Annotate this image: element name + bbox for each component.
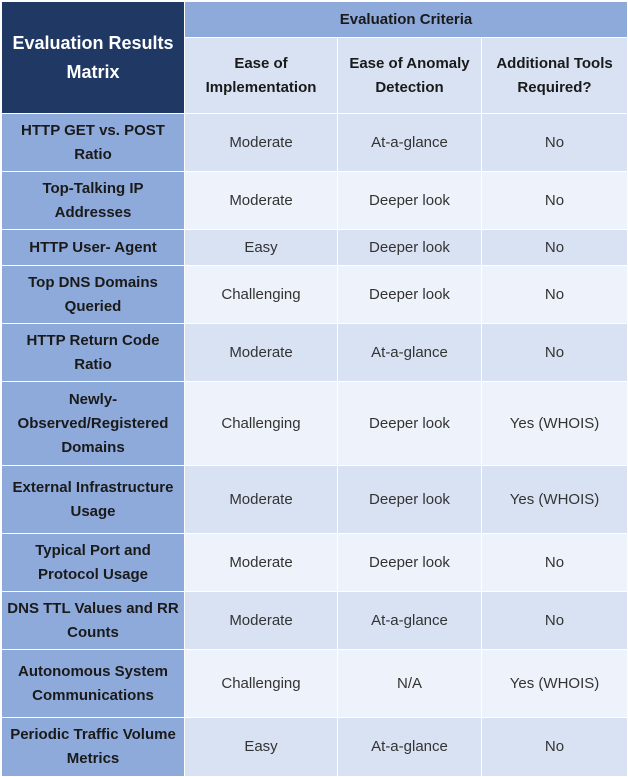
implementation-cell: Moderate xyxy=(185,534,338,592)
tools-cell: Yes (WHOIS) xyxy=(482,382,628,466)
row-label: External Infrastructure Usage xyxy=(2,466,185,534)
column-header-detection: Ease of Anomaly Detection xyxy=(338,38,482,114)
table-row xyxy=(2,466,628,534)
table-row xyxy=(2,230,628,266)
row-label: Top DNS Domains Queried xyxy=(2,266,185,324)
matrix-title: Evaluation Results Matrix xyxy=(2,2,185,114)
detection-cell: At-a-glance xyxy=(338,324,482,382)
tools-cell: Yes (WHOIS) xyxy=(482,650,628,718)
row-label: HTTP Return Code Ratio xyxy=(2,324,185,382)
row-label: Periodic Traffic Volume Metrics xyxy=(2,718,185,777)
table-row xyxy=(2,324,628,382)
implementation-cell: Easy xyxy=(185,718,338,777)
detection-cell: At-a-glance xyxy=(338,114,482,172)
row-label: HTTP User- Agent xyxy=(2,230,185,266)
column-header-tools: Additional Tools Required? xyxy=(482,38,628,114)
row-label: Newly-Observed/Registered Domains xyxy=(2,382,185,466)
evaluation-results-matrix xyxy=(1,1,628,777)
tools-cell: No xyxy=(482,172,628,230)
table-row xyxy=(2,718,628,777)
row-label: HTTP GET vs. POST Ratio xyxy=(2,114,185,172)
implementation-cell: Challenging xyxy=(185,382,338,466)
detection-cell: Deeper look xyxy=(338,382,482,466)
table-row xyxy=(2,266,628,324)
detection-cell: Deeper look xyxy=(338,534,482,592)
table-row xyxy=(2,114,628,172)
criteria-header: Evaluation Criteria xyxy=(185,2,628,38)
table-row xyxy=(2,592,628,650)
tools-cell: No xyxy=(482,534,628,592)
tools-cell: No xyxy=(482,592,628,650)
implementation-cell: Easy xyxy=(185,230,338,266)
table-row xyxy=(2,172,628,230)
implementation-cell: Challenging xyxy=(185,650,338,718)
detection-cell: Deeper look xyxy=(338,266,482,324)
tools-cell: No xyxy=(482,718,628,777)
detection-cell: Deeper look xyxy=(338,230,482,266)
tools-cell: Yes (WHOIS) xyxy=(482,466,628,534)
implementation-cell: Challenging xyxy=(185,266,338,324)
table-row xyxy=(2,382,628,466)
table-row xyxy=(2,650,628,718)
tools-cell: No xyxy=(482,114,628,172)
implementation-cell: Moderate xyxy=(185,592,338,650)
implementation-cell: Moderate xyxy=(185,172,338,230)
tools-cell: No xyxy=(482,324,628,382)
detection-cell: N/A xyxy=(338,650,482,718)
implementation-cell: Moderate xyxy=(185,324,338,382)
detection-cell: Deeper look xyxy=(338,466,482,534)
column-header-implementation: Ease of Implementation xyxy=(185,38,338,114)
tools-cell: No xyxy=(482,266,628,324)
row-label: Top-Talking IP Addresses xyxy=(2,172,185,230)
detection-cell: Deeper look xyxy=(338,172,482,230)
row-label: Autonomous System Communications xyxy=(2,650,185,718)
implementation-cell: Moderate xyxy=(185,114,338,172)
detection-cell: At-a-glance xyxy=(338,718,482,777)
tools-cell: No xyxy=(482,230,628,266)
implementation-cell: Moderate xyxy=(185,466,338,534)
row-label: Typical Port and Protocol Usage xyxy=(2,534,185,592)
detection-cell: At-a-glance xyxy=(338,592,482,650)
table-row xyxy=(2,534,628,592)
row-label: DNS TTL Values and RR Counts xyxy=(2,592,185,650)
